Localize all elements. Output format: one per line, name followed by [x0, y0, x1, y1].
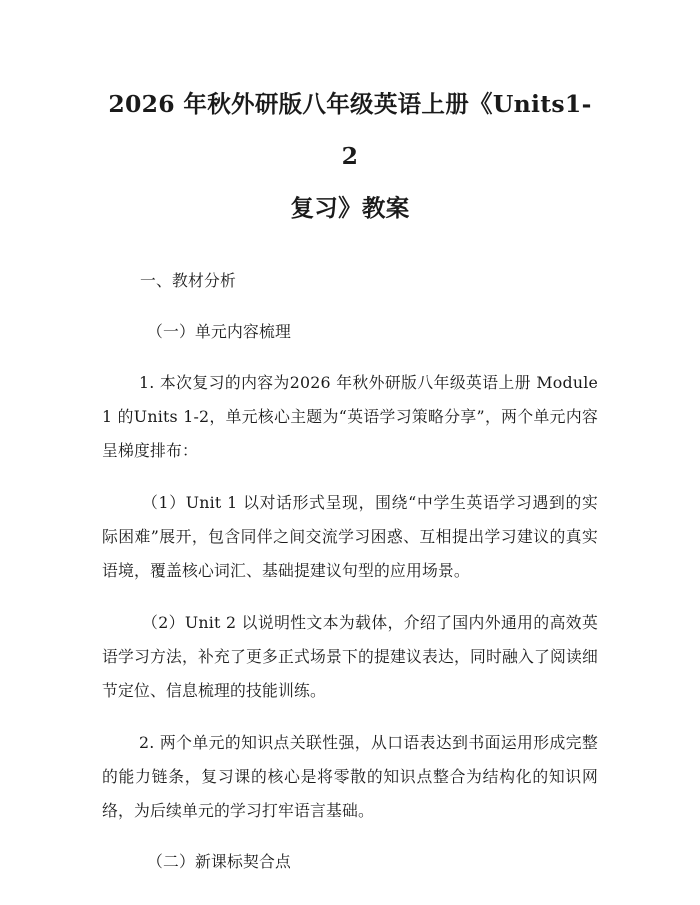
paragraph-unit-2: （2）Unit 2 以说明性文本为载体，介绍了国内外通用的高效英语学习方法，补充了更多正式场景下的提建议表达，同时融入了阅读细节定位、信息梳理的技能训练。 — [102, 613, 598, 700]
paragraph-review-content: 1. 本次复习的内容为2026 年秋外研版八年级英语上册 Module 1 的Units 1-2，单元核心主题为“英语学习策略分享”，两个单元内容呈梯度排布： — [102, 373, 599, 460]
title-line-1: 2026 年秋外研版八年级英语上册《Units1-2 — [108, 90, 592, 170]
subsection-heading-curriculum-standards: （二）新课标契合点 — [147, 852, 291, 871]
section-heading-textbook-analysis: 一、教材分析 — [140, 271, 236, 290]
paragraph-knowledge-links: 2. 两个单元的知识点关联性强，从口语表达到书面运用形成完整的能力链条，复习课的核心是将零散的知识点整合为结构化的知识网络，为后续单元的学习打牢语言基础。 — [102, 733, 598, 820]
subsection-heading-unit-content: （一）单元内容梳理 — [147, 322, 291, 341]
title-line-2: 复习》教案 — [290, 194, 410, 222]
document-title — [102, 78, 598, 234]
paragraph-unit-1: （1）Unit 1 以对话形式呈现，围绕“中学生英语学习遇到的实际困难”展开，包含同伴之间交流学习困惑、互相提出学习建议的真实语境，覆盖核心词汇、基础提建议句型的应用场景。 — [102, 493, 598, 580]
